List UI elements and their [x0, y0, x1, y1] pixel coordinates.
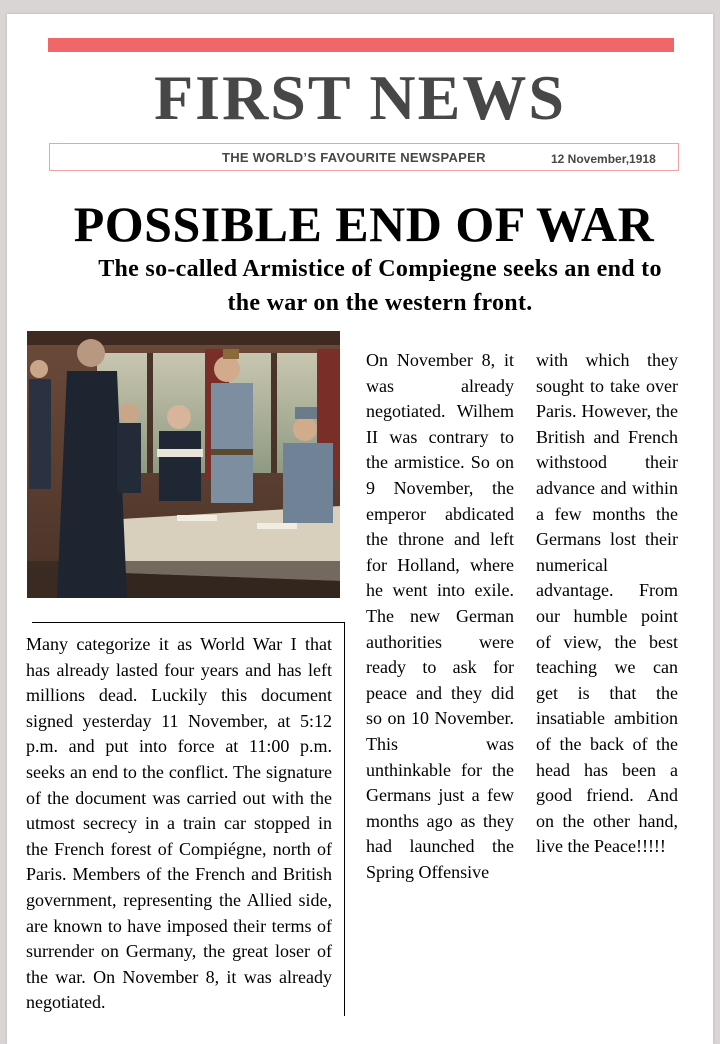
- headline: POSSIBLE END OF WAR: [73, 196, 655, 252]
- tagline: THE WORLD’S FAVOURITE NEWSPAPER: [222, 150, 486, 165]
- article-column-3: with which they sought to take over Paris. However, the British and French withstood their advance and within a few months the Germans lost their numerical advantage. From our humble point of view, the best teaching we can get is that the insatiable ambition of the back of the head has been a good friend. And on the other hand, live the Peace!!!!!: [536, 350, 678, 857]
- dateline: 12 November,1918: [551, 152, 656, 166]
- top-accent-rule: [48, 38, 674, 52]
- subheadline: The so-called Armistice of Compiegne seeks an end to the war on the western front.: [98, 256, 662, 316]
- masthead-title: FIRST NEWS: [154, 62, 566, 133]
- armistice-painting: [27, 331, 340, 598]
- article-column-1: Many categorize it as World War I that has already lasted four years and has left millions dead. Luckily this document signed yesterday 11 November, at 5:12 p.m. and put into force at 11:00 p.m. seeks an end to the conflict. The signature of the document was carried out with the utmost secrecy in a train car stopped in the French forest of Compiégne, north of Paris. Members of the French and British government, representing the Allied side, are known to have imposed their terms of surrender on Germany, the great loser of the war. On November 8, it was already negotiated.: [26, 634, 332, 1013]
- article-column-2: On November 8, it was already negotiated. Wilhem II was contrary to the armistice. So on 9 November, the emperor abdicated the throne and left for Holland, where he went into exile. The new German authorities were ready to ask for peace and they did so on 10 November. This was unthinkable for the Germans just a few months ago as they had launched the Spring Offensive: [366, 350, 514, 882]
